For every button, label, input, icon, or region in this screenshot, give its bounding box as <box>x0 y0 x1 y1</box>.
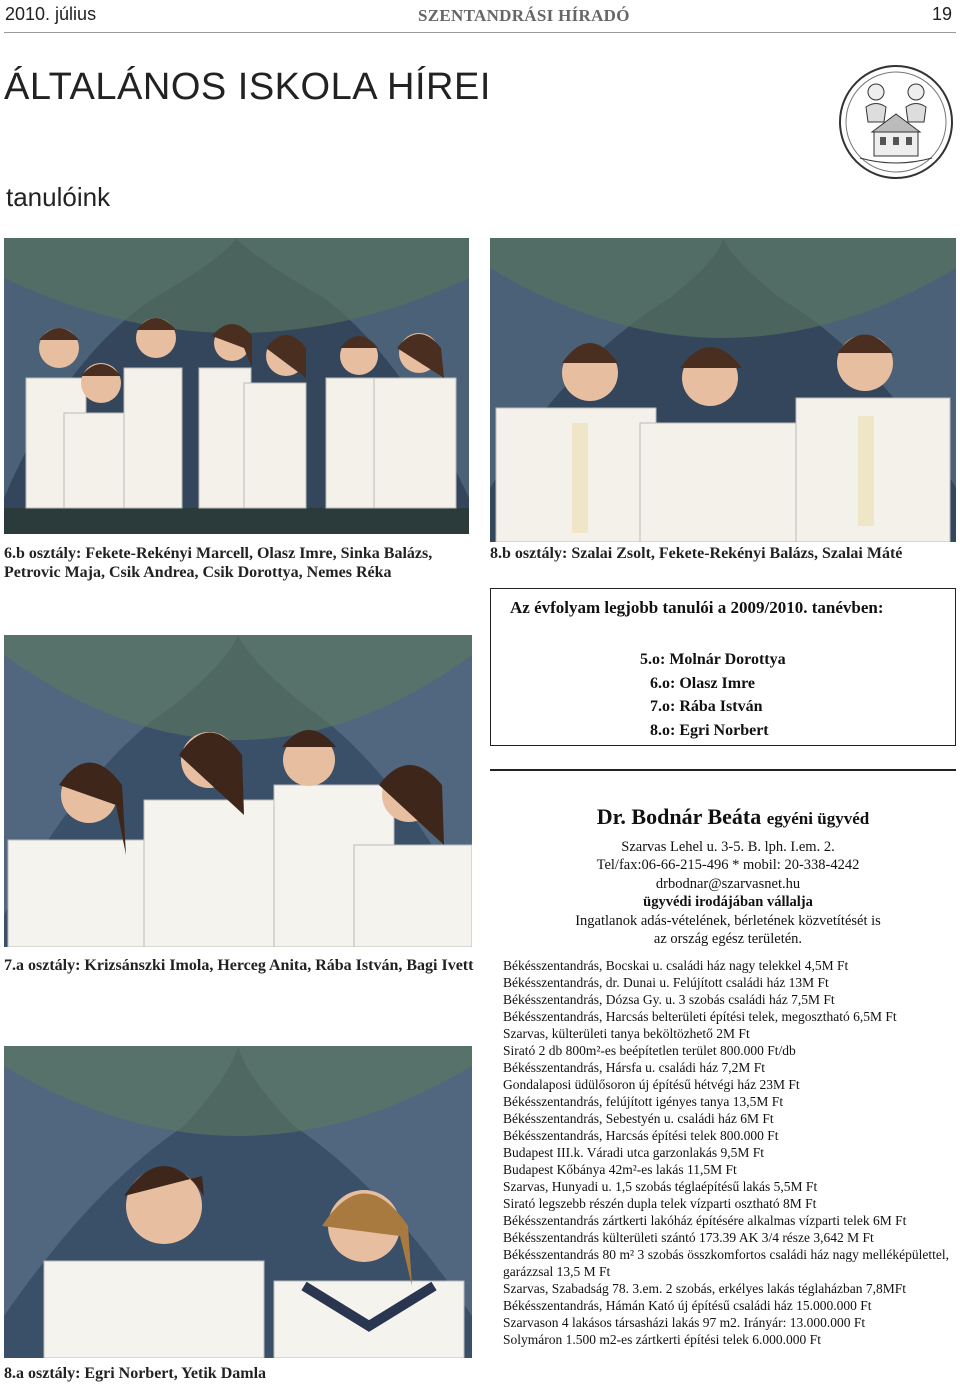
listing-item: Békésszentandrás, Hámán Kató új építésű családi ház 15.000.000 Ft <box>503 1298 872 1313</box>
lawyer-offer-line-2: az ország egész területén. <box>653 931 803 947</box>
class-6b-caption: 6.b osztály: Fekete-Rekényi Marcell, Olasz Imre, Sinka Balázs, Petrovic Maja, Csik Andrea, Csik Dorottya, Nemes Réka <box>4 545 433 581</box>
class-8a-caption: 8.a osztály: Egri Norbert, Yetik Damla <box>4 1365 267 1382</box>
page-title: ÁLTALÁNOS ISKOLA HÍREI <box>4 66 491 108</box>
class-6b-photo <box>4 238 469 534</box>
header-divider <box>4 32 956 33</box>
listing-item: Sirató 2 db 800m²-es beépítetlen terület 800.000 Ft/db <box>503 1043 796 1058</box>
lawyer-phone: Tel/fax:06-66-215-496 * mobil: 20-338-4242 <box>596 857 860 873</box>
listing-item: Békésszentandrás 80 m² 3 szobás összkomfortos családi ház nagy melléképülettel, garázzsal 13,5 M Ft <box>503 1247 949 1279</box>
best-students-list <box>640 648 786 742</box>
property-listings <box>503 957 949 1348</box>
lawyer-email: drbodnar@szarvasnet.hu <box>655 876 801 892</box>
listing-item: Budapest Kőbánya 42m²-es lakás 11,5M Ft <box>503 1162 737 1177</box>
listing-item: Békésszentandrás, felújított igényes tanya 13,5M Ft <box>503 1094 784 1109</box>
listing-item: Sirató legszebb részén dupla telek vízparti osztható 8M Ft <box>503 1196 817 1211</box>
issue-date: 2010. július <box>5 4 97 24</box>
page-number: 19 <box>931 4 952 24</box>
publication-name: SZENTANDRÁSI HÍRADÓ <box>418 6 630 25</box>
list-item: 6.o: Olasz Imre <box>650 674 756 692</box>
best-students-heading: Az évfolyam legjobb tanulói a 2009/2010. tanévben: <box>510 598 884 617</box>
listing-item: Békésszentandrás, Sebestyén u. családi ház 6M Ft <box>503 1111 774 1126</box>
class-8b-caption: 8.b osztály: Szalai Zsolt, Fekete-Rekényi Balázs, Szalai Máté <box>490 545 903 562</box>
list-item: 5.o: Molnár Dorottya <box>640 651 786 668</box>
listing-item: Szarvason 4 lakásos társasházi lakás 97 m2. Irányár: 13.000.000 Ft <box>503 1315 866 1330</box>
listing-item: Békésszentandrás, Harcsás belterületi építési telek, megosztható 6,5M Ft <box>503 1009 897 1024</box>
lawyer-role: egyéni ügyvéd <box>766 809 870 828</box>
class-8b-photo <box>490 238 956 542</box>
listing-item: Budapest III.k. Váradi utca garzonlakás 9,5M Ft <box>503 1145 765 1160</box>
listing-item: Békésszentandrás, dr. Dunai u. Felújított családi ház 13M Ft <box>503 975 829 990</box>
lawyer-address: Szarvas Lehel u. 3-5. B. lph. I.em. 2. <box>621 839 835 855</box>
section-subtitle: tanulóink <box>6 182 111 212</box>
lawyer-offer-heading: ügyvédi irodájában vállalja <box>643 894 813 910</box>
listing-item: Szarvas, Hunyadi u. 1,5 szobás téglaépítésű lakás 5,5M Ft <box>503 1179 818 1194</box>
listing-item: Békésszentandrás, Hársfa u. családi ház 7,2M Ft <box>503 1060 766 1075</box>
list-item: 8.o: Egri Norbert <box>650 721 769 739</box>
lawyer-name-text: Dr. Bodnár Beáta <box>596 804 762 829</box>
listing-item: Gondalaposi üdülősoron új építésű hétvégi ház 23M Ft <box>503 1077 800 1092</box>
ad-top-rule <box>490 769 956 771</box>
lawyer-name <box>510 804 956 830</box>
listing-item: Békésszentandrás zártkerti lakóház építésére alkalmas vízparti telek 6M Ft <box>503 1213 907 1228</box>
class-8a-photo <box>4 1046 472 1358</box>
listing-item: Békésszentandrás külterületi szántó 173.39 AK 3/4 része 3,642 M Ft <box>503 1230 874 1245</box>
school-logo <box>836 62 956 182</box>
listing-item: Solymáron 1.500 m2-es zártkerti építési telek 6.000.000 Ft <box>503 1332 821 1347</box>
class-7a-caption: 7.a osztály: Krizsánszki Imola, Herceg Anita, Rába István, Bagi Ivett <box>4 957 474 974</box>
listing-item: Békésszentandrás, Harcsás építési telek 800.000 Ft <box>503 1128 779 1143</box>
listing-item: Szarvas, Szabadság 78. 3.em. 2 szobás, erkélyes lakás téglaházban 7,8MFt <box>503 1281 907 1296</box>
class-7a-photo <box>4 635 472 947</box>
list-item: 7.o: Rába István <box>650 698 763 715</box>
listing-item: Szarvas, külterületi tanya beköltözhető 2M Ft <box>503 1026 750 1041</box>
listing-item: Békésszentandrás, Bocskai u. családi ház nagy telekkel 4,5M Ft <box>503 958 849 973</box>
lawyer-offer-line-1: Ingatlanok adás-vételének, bérletének közvetítését is <box>575 913 881 929</box>
listing-item: Békésszentandrás, Dózsa Gy. u. 3 szobás családi ház 7,5M Ft <box>503 992 835 1007</box>
